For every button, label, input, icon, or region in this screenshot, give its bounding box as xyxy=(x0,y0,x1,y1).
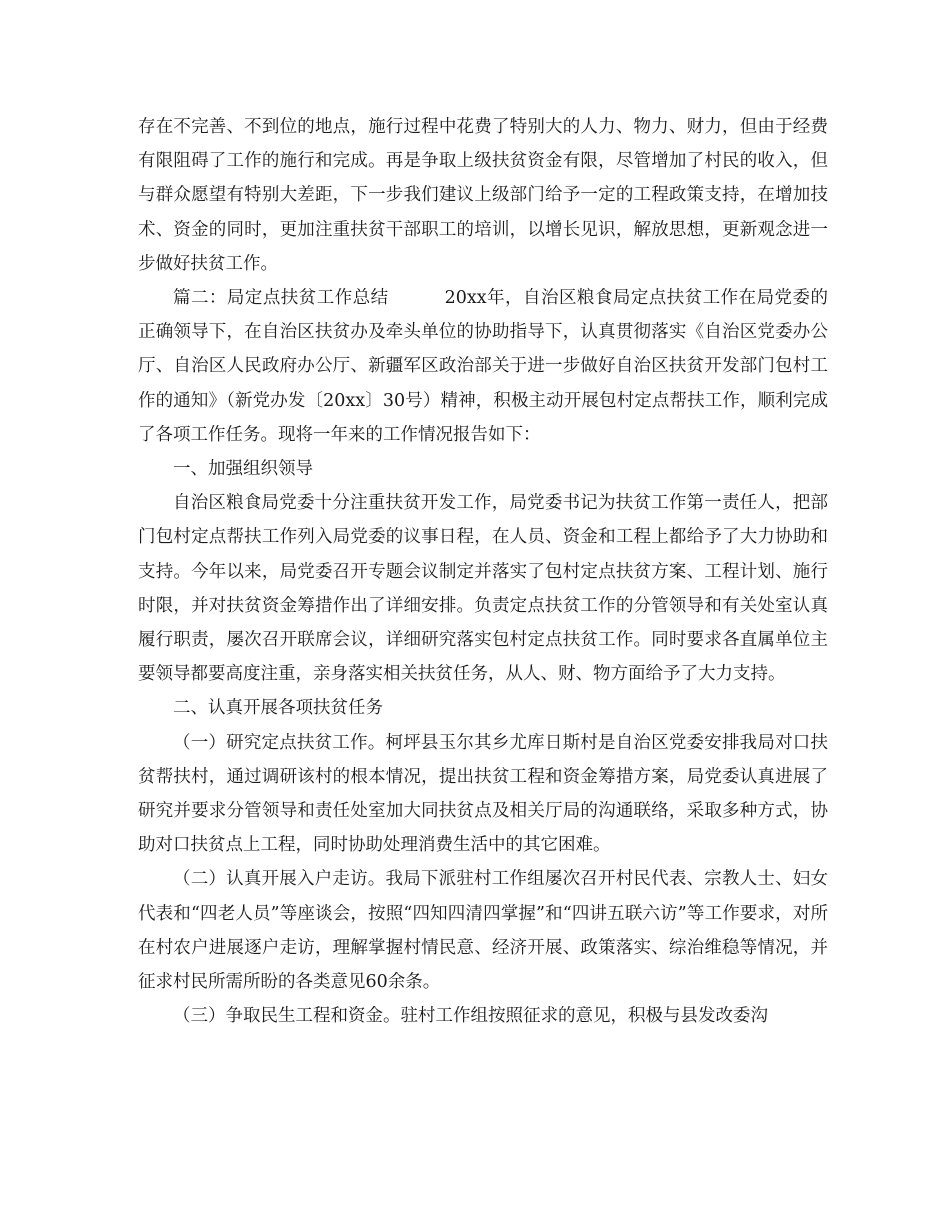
paragraph-continuation: 存在不完善、不到位的地点，施行过程中花费了特别大的人力、物力、财力，但由于经费有限阻碍了工作的施行和完成。再是争取上级扶贫资金有限，尽管增加了村民的收入，但与群众愿望有特别大差距，下一步我们建议上级部门给予一定的工程政策支持，在增加技术、资金的同时，更加注重扶贫干部职工的培训，以增长见识，解放思想，更新观念进一步做好扶贫工作。 xyxy=(138,117,828,274)
heading-organization: 一、加强组织领导 xyxy=(173,459,313,480)
document-body xyxy=(138,110,828,1033)
paragraph-organization: 自治区粮食局党委十分注重扶贫开发工作，局党委书记为扶贫工作第一责任人，把部门包村定点帮扶工作列入局党委的议事日程，在人员、资金和工程上都给予了大力协助和支持。今年以来，局党委召开专题会议制定并落实了包村定点扶贫方案、工程计划、施行时限，并对扶贫资金筹措作出了详细安排。负责定点扶贫工作的分管领导和有关处室认真履行职责，屡次召开联席会议，详细研究落实包村定点扶贫工作。同时要求各直属单位主要领导都要高度注重，亲身落实相关扶贫任务，从人、财、物方面给予了大力支持。 xyxy=(138,493,828,685)
paragraph-research: （一）研究定点扶贫工作。柯坪县玉尔其乡尤库日斯村是自治区党委安排我局对口扶贫帮扶村，通过调研该村的根本情况，提出扶贫工程和资金筹措方案，局党委认真进展了研究并要求分管领导和责任处室加大同扶贫点及相关厅局的沟通联络，采取多种方式，协助对口扶贫点上工程，同时协助处理消费生活中的其它困难。 xyxy=(138,732,828,856)
section2-intro: 20xx年，自治区粮食局定点扶贫工作在局党委的正确领导下，在自治区扶贫办及牵头单位的协助指导下，认真贯彻落实《自治区党委办公厅、自治区人民政府办公厅、新疆军区政治部关于进一步做好自治区扶贫开发部门包村工作的通知》（新党办发〔20xx〕30号）精神，积极主动开展包村定点帮扶工作，顺利完成了各项工作任务。现将一年来的工作情况报告如下： xyxy=(138,288,828,445)
paragraph-visits: （二）认真开展入户走访。我局下派驻村工作组屡次召开村民代表、宗教人士、妇女代表和“四老人员”等座谈会，按照“四知四清四掌握”和“四讲五联六访”等工作要求，对所在村农户进展逐户走访，理解掌握村情民意、经济开展、政策落实、综治维稳等情况，并征求村民所需所盼的各类意见60余条。 xyxy=(138,869,828,993)
section2-title: 篇二：局定点扶贫工作总结 xyxy=(173,288,389,309)
heading-tasks: 二、认真开展各项扶贫任务 xyxy=(173,698,383,719)
paragraph-projects: （三）争取民生工程和资金。驻村工作组按照征求的意见，积极与县发改委沟 xyxy=(173,1006,768,1027)
section2-paragraph xyxy=(138,281,828,452)
